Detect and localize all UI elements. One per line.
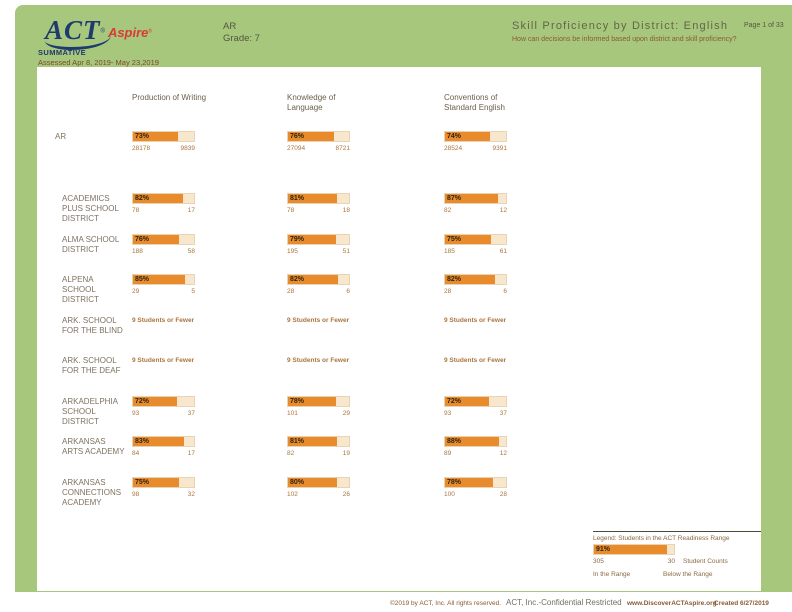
row-label: ALMA SCHOOL DISTRICT: [62, 234, 120, 254]
legend-divider: [593, 531, 761, 532]
in-range-count: 28178: [132, 145, 151, 152]
in-range-count: 78: [132, 207, 140, 214]
below-range-count: 12: [499, 450, 507, 457]
proficiency-percent: 72%: [135, 397, 150, 405]
student-counts: [444, 207, 507, 214]
proficiency-bar: [444, 131, 507, 142]
header-grade: Grade: 7: [223, 33, 260, 44]
district-row: [37, 193, 761, 233]
proficiency-percent: 80%: [290, 478, 305, 486]
row-label: ARK. SCHOOL FOR THE BLIND: [62, 315, 123, 335]
legend-in-range-count: 305: [593, 558, 604, 565]
district-row: [37, 477, 761, 517]
program-label: SUMMATIVE: [38, 48, 87, 57]
student-counts: [444, 450, 507, 457]
assessment-date-range: Assessed Apr 8, 2019- May 23,2019: [38, 58, 159, 67]
student-counts: [444, 288, 507, 295]
below-range-count: 26: [342, 490, 350, 498]
report-content-area: [37, 67, 761, 591]
proficiency-bar: [132, 396, 195, 407]
district-row: [37, 396, 761, 436]
proficiency-bar: [444, 193, 507, 204]
proficiency-bar: [444, 234, 507, 245]
proficiency-percent: 79%: [290, 235, 305, 243]
proficiency-bar: [287, 234, 350, 245]
student-counts: [132, 248, 195, 255]
in-range-count: 84: [132, 450, 140, 457]
proficiency-bar: [287, 436, 350, 447]
district-row: [37, 274, 761, 314]
student-counts: [287, 450, 350, 457]
legend-below-range-label: Below the Range: [663, 571, 713, 578]
small-n-note: 9 Students or Fewer: [287, 357, 350, 364]
small-n-note: 9 Students or Fewer: [132, 357, 195, 364]
below-range-count: 51: [342, 247, 350, 255]
proficiency-cell: [444, 131, 514, 152]
proficiency-cell: [444, 436, 514, 457]
student-counts: [132, 410, 195, 417]
proficiency-cell: [132, 274, 202, 295]
proficiency-percent: 78%: [290, 397, 305, 405]
proficiency-bar: [287, 193, 350, 204]
proficiency-cell: [444, 234, 514, 255]
row-label: ARKANSAS CONNECTIONS ACADEMY: [62, 477, 122, 507]
student-counts: [287, 410, 350, 417]
proficiency-percent: 87%: [447, 195, 462, 202]
proficiency-percent: 82%: [447, 276, 462, 283]
in-range-count: 78: [287, 207, 295, 214]
proficiency-bar: [287, 396, 350, 407]
proficiency-percent: 78%: [447, 478, 462, 486]
below-range-count: 29: [342, 409, 350, 417]
proficiency-cell: [287, 234, 357, 255]
proficiency-cell: [287, 355, 357, 364]
proficiency-percent: 85%: [135, 276, 150, 283]
below-range-count: 28: [499, 490, 507, 498]
report-title: Skill Proficiency by District: English: [512, 20, 729, 32]
footer-created-date: Created 6/27/2019: [714, 600, 769, 607]
proficiency-cell: [132, 315, 202, 324]
proficiency-cell: [132, 234, 202, 255]
proficiency-bar: [287, 477, 350, 488]
proficiency-bar: [444, 477, 507, 488]
in-range-count: 102: [287, 490, 298, 498]
district-row: [37, 315, 761, 355]
legend-counts: [593, 558, 675, 565]
in-range-count: 27094: [287, 145, 306, 152]
below-range-count: 58: [187, 247, 195, 255]
student-counts: [132, 145, 195, 152]
below-range-count: 17: [187, 207, 195, 214]
footer-confidential: ACT, Inc.-Confidential Restricted: [506, 598, 622, 607]
proficiency-percent: 75%: [447, 235, 462, 243]
below-range-count: 32: [187, 490, 195, 498]
in-range-count: 185: [444, 247, 455, 255]
small-n-note: 9 Students or Fewer: [287, 316, 350, 324]
proficiency-bar: [287, 274, 350, 285]
proficiency-bar: [287, 131, 350, 142]
legend-sample-bar: [593, 544, 675, 555]
below-range-count: 9391: [492, 145, 507, 152]
in-range-count: 28: [444, 288, 452, 295]
footer-website: www.DiscoverACTAspire.org: [627, 600, 717, 607]
below-range-count: 6: [346, 288, 350, 295]
proficiency-percent: 82%: [135, 195, 150, 202]
proficiency-percent: 75%: [135, 478, 150, 486]
below-range-count: 18: [342, 207, 350, 214]
proficiency-cell: [132, 193, 202, 214]
proficiency-cell: [444, 477, 514, 498]
column-header: Production of Writing: [132, 93, 207, 102]
report-subtitle: How can decisions be informed based upon district and skill proficiency?: [512, 36, 737, 43]
proficiency-cell: [132, 396, 202, 417]
small-n-note: 9 Students or Fewer: [444, 357, 507, 364]
proficiency-bar: [132, 436, 195, 447]
proficiency-cell: [132, 355, 202, 364]
below-range-count: 17: [187, 450, 195, 457]
below-range-count: 37: [187, 409, 195, 417]
row-label: ALPENA SCHOOL DISTRICT: [62, 275, 99, 304]
small-n-note: 9 Students or Fewer: [444, 316, 507, 324]
column-header: Knowledge of Language: [287, 93, 336, 112]
in-range-count: 93: [444, 409, 452, 417]
proficiency-cell: [287, 274, 357, 295]
below-range-count: 37: [499, 409, 507, 417]
student-counts: [287, 288, 350, 295]
in-range-count: 29: [132, 288, 140, 295]
proficiency-cell: [287, 131, 357, 152]
registered-mark-icon: ®: [100, 28, 105, 35]
legend-counts-label: Student Counts: [683, 558, 728, 565]
row-label: ARKADELPHIA SCHOOL DISTRICT: [62, 396, 118, 426]
student-counts: [444, 491, 507, 498]
proficiency-bar: [444, 396, 507, 407]
in-range-count: 98: [132, 490, 140, 498]
in-range-count: 82: [444, 207, 452, 214]
below-range-count: 8721: [335, 145, 350, 152]
in-range-count: 93: [132, 409, 140, 417]
below-range-count: 61: [499, 247, 507, 255]
page-number: Page 1 of 33: [744, 22, 784, 29]
row-label: ACADEMICS PLUS SCHOOL DISTRICT: [62, 194, 119, 223]
proficiency-bar: [132, 234, 195, 245]
student-counts: [132, 450, 195, 457]
student-counts: [444, 248, 507, 255]
proficiency-bar: [444, 274, 507, 285]
column-header: Conventions of Standard English: [444, 93, 505, 112]
proficiency-cell: [287, 193, 357, 214]
proficiency-cell: [444, 315, 514, 324]
legend-in-range-label: In the Range: [593, 571, 631, 578]
in-range-count: 195: [287, 247, 298, 255]
below-range-count: 9839: [180, 145, 195, 152]
in-range-count: 28: [287, 288, 295, 295]
proficiency-percent: 76%: [290, 133, 305, 140]
legend-below-range-count: 30: [667, 558, 675, 565]
row-label: ARKANSAS ARTS ACADEMY: [62, 437, 125, 456]
header-state: AR: [223, 21, 237, 32]
proficiency-bar: [132, 131, 195, 142]
proficiency-percent: 76%: [135, 235, 150, 243]
footer-copyright: ©2019 by ACT, Inc. All rights reserved.: [390, 600, 502, 607]
in-range-count: 188: [132, 247, 143, 255]
district-row: [37, 234, 761, 274]
student-counts: [287, 145, 350, 152]
district-row: [37, 436, 761, 476]
act-logo-text: ACT: [45, 15, 101, 45]
proficiency-percent: 72%: [447, 397, 462, 405]
proficiency-percent: 82%: [290, 276, 305, 283]
student-counts: [444, 145, 507, 152]
proficiency-cell: [444, 355, 514, 364]
student-counts: [287, 248, 350, 255]
report-green-background: [15, 5, 792, 592]
row-label: ARK. SCHOOL FOR THE DEAF: [62, 356, 121, 375]
proficiency-bar: [132, 477, 195, 488]
below-range-count: 19: [342, 450, 350, 457]
proficiency-percent: 83%: [135, 438, 150, 445]
proficiency-cell: [444, 274, 514, 295]
in-range-count: 100: [444, 490, 455, 498]
in-range-count: 101: [287, 409, 298, 417]
student-counts: [132, 288, 195, 295]
student-counts: [287, 491, 350, 498]
aspire-logo-text: Aspire: [107, 25, 149, 40]
in-range-count: 82: [287, 450, 295, 457]
proficiency-bar: [132, 193, 195, 204]
student-counts: [287, 207, 350, 214]
proficiency-cell: [132, 436, 202, 457]
below-range-count: 5: [191, 288, 195, 295]
proficiency-bar: [444, 436, 507, 447]
state-row: [37, 131, 761, 171]
in-range-count: 89: [444, 450, 452, 457]
proficiency-percent: 88%: [447, 438, 462, 445]
student-counts: [132, 207, 195, 214]
legend-bar-percent: 91%: [596, 546, 611, 553]
proficiency-percent: 74%: [447, 133, 462, 140]
proficiency-bar: [132, 274, 195, 285]
row-label: AR: [55, 132, 67, 141]
small-n-note: 9 Students or Fewer: [132, 316, 195, 324]
proficiency-cell: [287, 477, 357, 498]
in-range-count: 28524: [444, 145, 463, 152]
district-row: [37, 355, 761, 395]
proficiency-percent: 81%: [290, 438, 305, 445]
legend-title: Legend: Students in the ACT Readiness Range: [593, 535, 730, 542]
proficiency-percent: 81%: [290, 195, 305, 202]
proficiency-cell: [287, 436, 357, 457]
student-counts: [444, 410, 507, 417]
below-range-count: 12: [499, 207, 507, 214]
proficiency-cell: [132, 131, 202, 152]
proficiency-cell: [444, 396, 514, 417]
proficiency-cell: [132, 477, 202, 498]
proficiency-cell: [444, 193, 514, 214]
student-counts: [132, 491, 195, 498]
proficiency-percent: 73%: [135, 133, 150, 140]
below-range-count: 6: [503, 288, 507, 295]
proficiency-cell: [287, 315, 357, 324]
proficiency-cell: [287, 396, 357, 417]
registered-mark-icon: ®: [148, 28, 153, 35]
